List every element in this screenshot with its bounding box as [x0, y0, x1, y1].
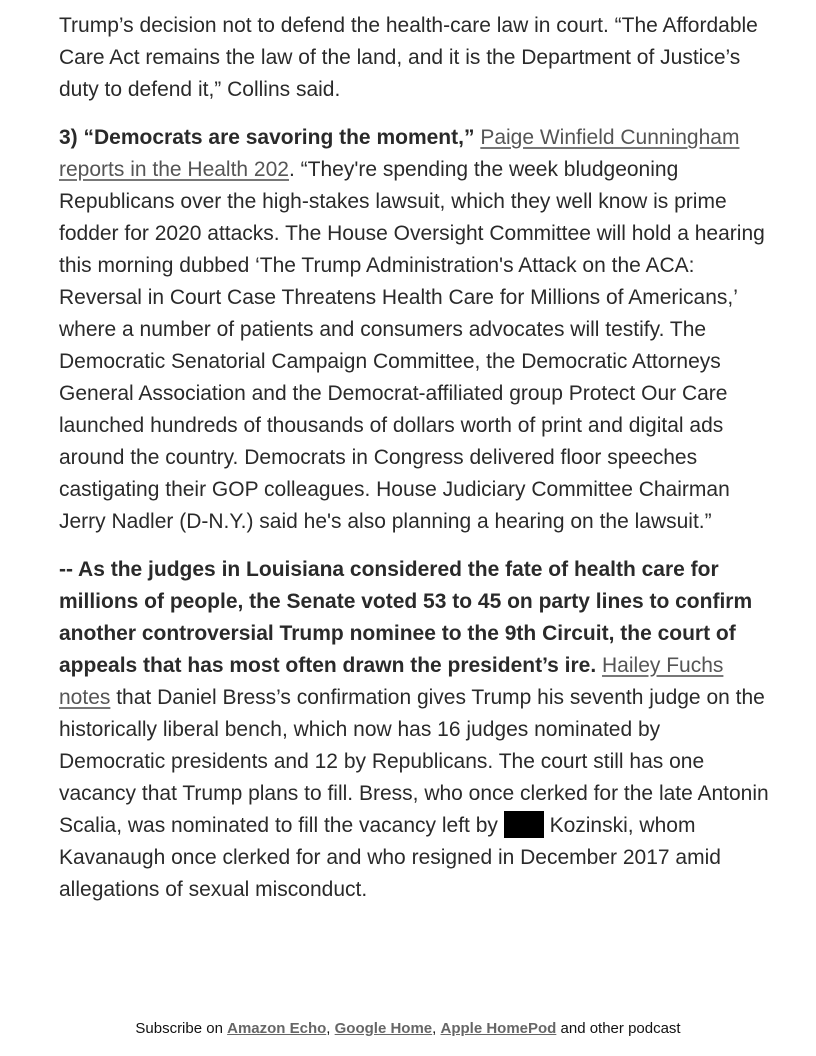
- paragraph-lead: 3) “Democrats are savoring the moment,”: [59, 126, 475, 149]
- subscribe-footer: [0, 1019, 816, 1039]
- hailey-fuchs-link[interactable]: Hailey Fuchs notes: [59, 654, 724, 709]
- article-body: [59, 10, 769, 922]
- footer-separator: ,: [432, 1020, 441, 1037]
- paragraph-text: Trump’s decision not to defend the health-care law in court. “The Affordable Care Act remains the law of the land, and it is the Department of Justice’s duty to defend it,” Collins said.: [59, 14, 758, 101]
- google-home-link[interactable]: Google Home: [334, 1020, 433, 1037]
- footer-separator: ,: [326, 1020, 335, 1037]
- footer-prefix: Subscribe on: [135, 1020, 228, 1037]
- paragraph-lead: -- As the judges in Louisiana considered the fate of health care for millions of people, the Senate voted 53 to 45 on party lines to confirm another controversial Trump nominee to the 9th Circuit, the court of appeals that has most often drawn the president’s ire.: [59, 558, 753, 677]
- paragraph-text: . “They're spending the week bludgeoning Republicans over the high-stakes lawsuit, which they well know is prime fodder for 2020 attacks. The House Oversight Committee will hold a hearing this morning dubbed ‘The Trump Administration's Attack on the ACA: Reversal in Court Case Threatens Health Care for Millions of Americans,’ where a number of patients and consumers advocates will testify. The Democratic Senatorial Campaign Committee, the Democratic Attorneys General Association and the Democrat-affiliated group Protect Our Care launched hundreds of thousands of dollars worth of print and digital ads around the country. Democrats in Congress delivered floor speeches castigating their GOP colleagues. House Judiciary Committee Chairman Jerry Nadler (D-N.Y.) said he's also planning a hearing on the lawsuit.”: [59, 158, 765, 533]
- footer-suffix: and other podcast: [556, 1020, 681, 1037]
- paragraph-democrats-savoring: [59, 122, 769, 538]
- redaction-box: [504, 811, 544, 838]
- paragraph-collins-quote: [59, 10, 769, 106]
- paragraph-text-continued: Kozinski, whom Kavanaugh once clerked for and who resigned in December 2017 amid allegations of sexual misconduct.: [59, 814, 721, 901]
- paragraph-ninth-circuit: [59, 554, 769, 906]
- amazon-echo-link[interactable]: Amazon Echo: [227, 1020, 327, 1037]
- apple-homepod-link[interactable]: Apple HomePod: [440, 1020, 557, 1037]
- paragraph-text: that Daniel Bress’s confirmation gives Trump his seventh judge on the historically liberal bench, which now has 16 judges nominated by Democratic presidents and 12 by Republicans. The court still has one vacancy that Trump plans to fill. Bress, who once clerked for the late Antonin Scalia, was nominated to fill the vacancy left by: [59, 686, 769, 837]
- health-202-link[interactable]: Paige Winfield Cunningham reports in the Health 202: [59, 126, 740, 181]
